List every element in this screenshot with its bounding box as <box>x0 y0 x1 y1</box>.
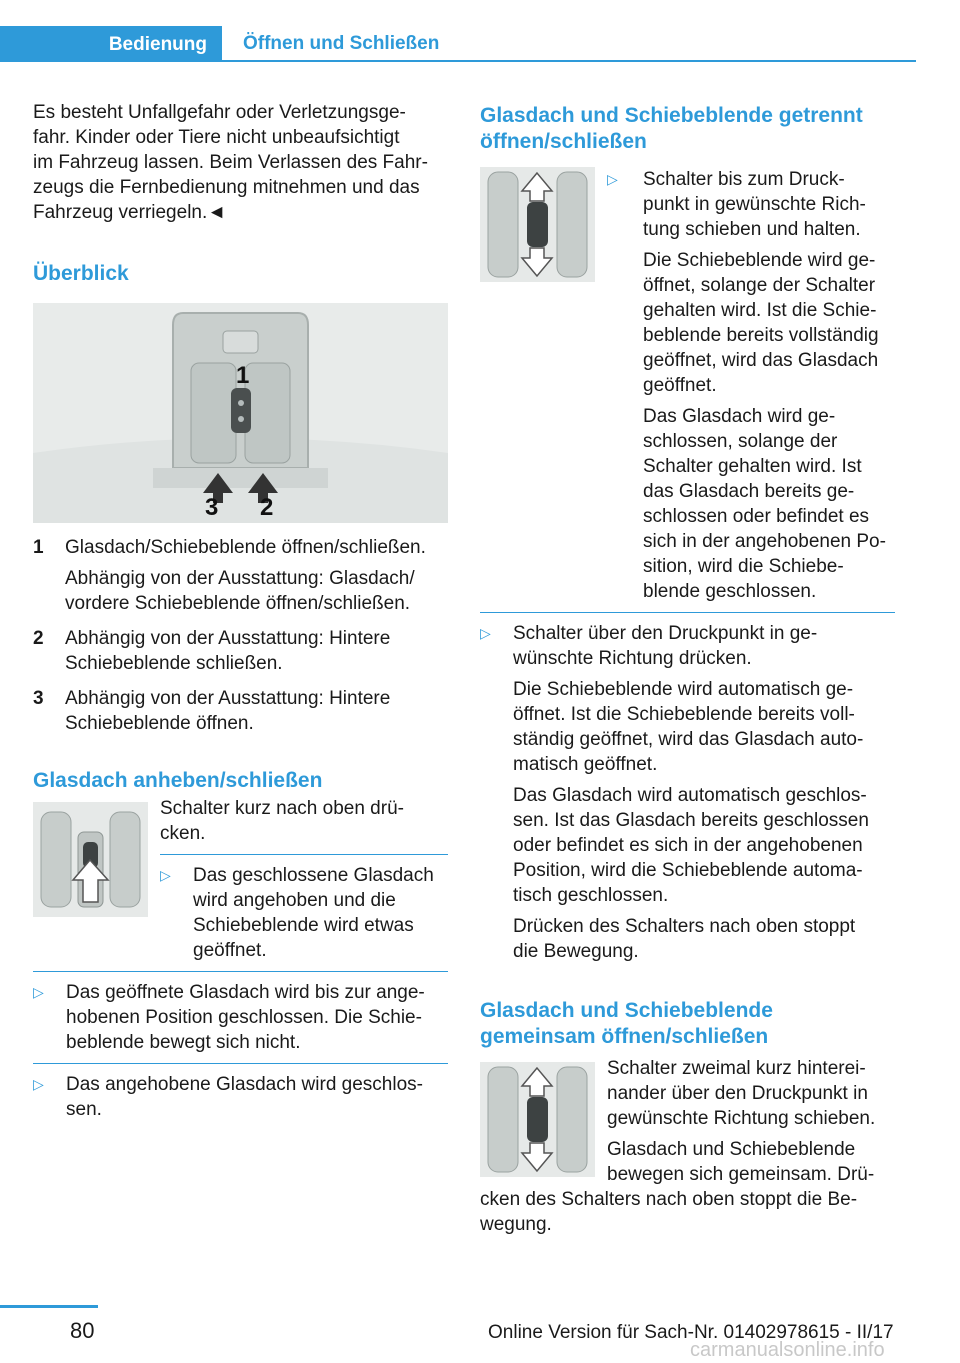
switch-updown-illustration <box>480 167 595 282</box>
raise-section <box>33 796 448 963</box>
raise-bullet-text: Das geöffnete Glasdach wird bis zur ange- hobenen Position geschlossen. Die Schie- beblende bewegt sich nicht. <box>66 982 425 1053</box>
separate-bullet-detail: Das Glasdach wird automatisch geschlos- sen. Ist das Glasdach bereits geschlossen oder befindet es sich in der angehobenen Position, wird die Schiebeblende automa- tisch geschlossen. <box>513 785 869 906</box>
raise-bullet-text: Das angehobene Glasdach wird geschlos- sen. <box>66 1074 423 1120</box>
watermark: carmanualsonline.info <box>690 1339 885 1361</box>
separate-heading: Glasdach und Schiebeblende getrennt öffnen/schließen <box>480 104 863 153</box>
overview-heading: Überblick <box>33 262 129 285</box>
together-section <box>480 1056 895 1187</box>
legend-item <box>33 535 448 616</box>
page-number: 80 <box>70 1318 95 1343</box>
triangle-bullet-icon: ▷ <box>607 171 618 187</box>
triangle-bullet-icon: ▷ <box>33 1076 44 1092</box>
raise-bullet <box>33 1072 448 1122</box>
separate-bullet-detail: Die Schiebeblende wird automatisch ge- öffnet. Ist die Schiebeblende bereits voll- ständig geöffnet, wird das Glasdach auto- matisch geöffnet. <box>513 679 864 775</box>
switch-updown-illustration <box>480 1062 595 1177</box>
separate-switch-figure <box>480 167 595 282</box>
together-switch-figure <box>480 1062 595 1177</box>
separate-section <box>480 167 895 604</box>
warning-text: Es besteht Unfallgefahr oder Verletzungsge- fahr. Kinder oder Tiere nicht unbeaufsichtigt im Fahrzeug lassen. Beim Verlassen des Fahr- zeugs die Fernbedienung mitnehmen und das Fahrzeug verriegeln.◄ <box>33 102 428 223</box>
header-tabbar <box>0 26 895 62</box>
divider <box>33 1063 448 1064</box>
separate-bullet <box>607 167 895 604</box>
together-heading: Glasdach und Schiebeblende gemeinsam öffnen/schließen <box>480 999 773 1048</box>
tab-bedienung[interactable]: Bedienung <box>0 26 222 62</box>
separate-bullet-detail: Die Schiebeblende wird ge- öffnet, solange der Schalter gehalten wird. Ist die Schie- beblende bereits vollständig geöffnet, wird das Glasdach geöffnet. <box>643 250 879 396</box>
together-text-continued: cken des Schalters nach oben stoppt die Be- wegung. <box>480 1189 858 1235</box>
divider <box>160 854 448 855</box>
switch-up-illustration <box>33 802 148 917</box>
right-column <box>480 103 895 1237</box>
figure-label-2: 2 <box>260 494 274 521</box>
separate-bullet-detail: Das Glasdach wird ge- schlossen, solange der Schalter gehalten wird. Ist das Glasdach bereits ge- schlossen oder befindet es sich in der angehobenen Po- sition, wird die Schiebe- blende geschlossen. <box>643 406 886 602</box>
separate-bullet-main: Schalter bis zum Druck- punkt in gewünschte Rich- tung schieben und halten. <box>643 169 866 240</box>
legend-number: 2 <box>33 628 44 649</box>
raise-bullet <box>33 980 448 1055</box>
raise-bullet-text: Das geschlossene Glasdach wird angehoben und die Schiebeblende wird etwas geöffnet. <box>193 865 434 961</box>
triangle-bullet-icon: ▷ <box>33 984 44 1000</box>
raise-intro: Schalter kurz nach oben drü- cken. <box>160 798 404 844</box>
online-version: Online Version für Sach-Nr. 01402978615 - II/17 <box>488 1322 894 1343</box>
legend-text: Abhängig von der Ausstattung: Hintere Schiebeblende schließen. <box>65 628 391 674</box>
separate-bullet <box>480 621 895 964</box>
raise-bullet <box>160 863 448 963</box>
triangle-bullet-icon: ▷ <box>160 867 171 883</box>
separate-bullet-detail: Drücken des Schalters nach oben stoppt die Bewegung. <box>513 916 856 962</box>
legend-text: Abhängig von der Ausstattung: Hintere Schiebeblende öffnen. <box>65 688 391 734</box>
figure-label-1: 1 <box>236 362 250 389</box>
legend-text: Glasdach/Schiebeblende öffnen/schließen. <box>65 537 426 558</box>
legend-number: 1 <box>33 537 44 558</box>
separate-bullet-main: Schalter über den Druckpunkt in ge- wünschte Richtung drücken. <box>513 623 818 669</box>
together-text: Schalter zweimal kurz hinterei- nander über den Druckpunkt in gewünschte Richtung schieben. <box>607 1058 876 1129</box>
divider <box>33 971 448 972</box>
overview-figure <box>33 303 448 523</box>
legend-item <box>33 686 448 736</box>
together-text: Glasdach und Schiebeblende bewegen sich gemeinsam. Drü- <box>607 1139 875 1185</box>
tab-section-title[interactable]: Öffnen und Schließen <box>222 26 916 62</box>
raise-heading: Glasdach anheben/schließen <box>33 769 323 792</box>
roof-console-illustration <box>33 303 448 523</box>
footer-rule <box>0 1305 98 1308</box>
legend-item <box>33 626 448 676</box>
legend-number: 3 <box>33 688 44 709</box>
overview-legend <box>33 535 448 736</box>
legend-subtext: Abhängig von der Ausstattung: Glasdach/ vordere Schiebeblende öffnen/schließen. <box>65 568 415 614</box>
figure-label-3: 3 <box>205 494 219 521</box>
triangle-bullet-icon: ▷ <box>480 625 491 641</box>
divider <box>480 612 895 613</box>
left-column <box>33 100 448 1122</box>
raise-switch-figure <box>33 802 148 917</box>
